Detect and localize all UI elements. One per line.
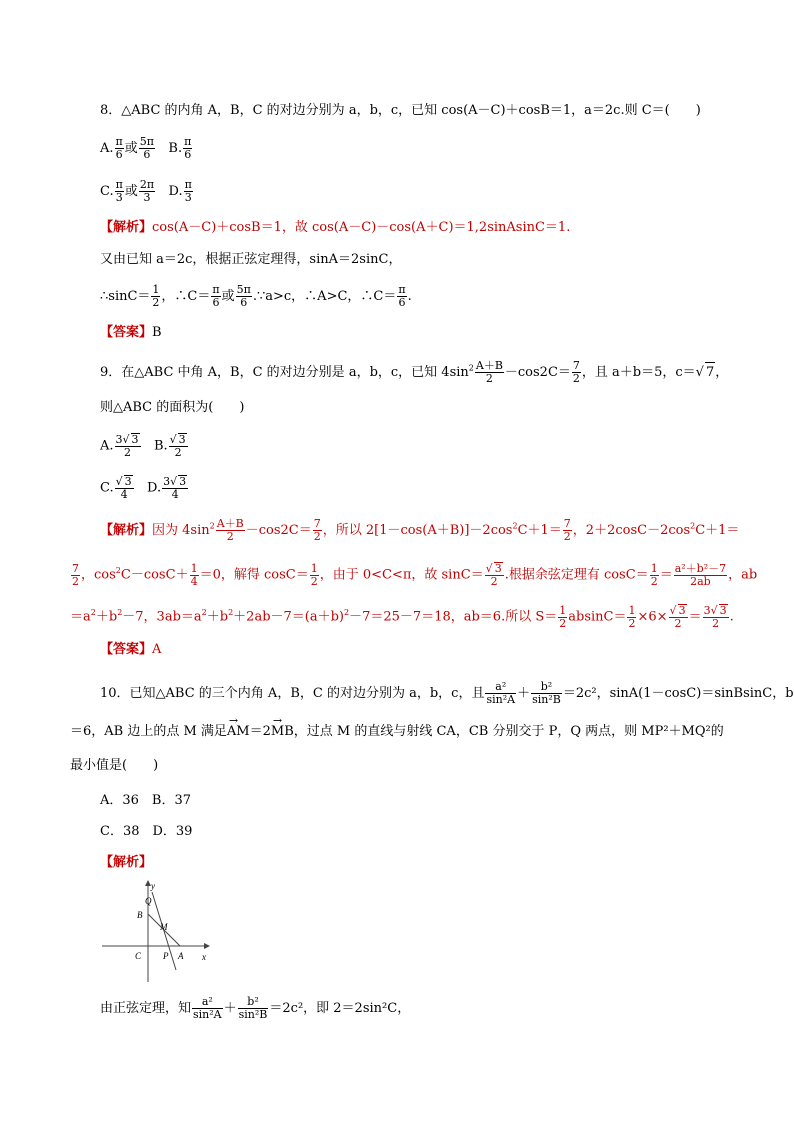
q9-solution-line-2: $\frac{7}{2}$ ，$\cos^2C-\cos C+$ $\frac{1}{4}$ ＝0，解得 cosC＝ $\frac{1}{2}$ ，由于 0<C<π，故 sinC＝ $\frac{√ 3}{2}$ .根据余弦定理有 cosC＝ $\frac{1}{2}$ ＝ $\frac{\text{a²＋b²－7}}{2ab}$ ，ab [72, 561, 758, 588]
q8-fraction: $\frac{5\pi}{6}$ [236, 283, 251, 309]
q10-solution-line-1: 由正弦定理，知 $\frac{\text{a²}}{\text{sin²A}}$ ＋ $\frac{\text{b²}}{\text{sin²B}}$ ＝2c²，即 2＝2sin²C， [100, 995, 411, 1021]
q9-fraction: $\frac{3√ 3}{4}$ [163, 475, 187, 501]
q10-options-row-1: A．36 B．37 [100, 793, 192, 808]
q9-answer [100, 640, 161, 660]
q10-stem-line-1: 10．已知△ABC 的三个内角 A，B，C 的对边分别为 a，b，c，且 $\frac{\text{a²}}{\text{sin²A}}$ ＋ $\frac{\text{b²}}{\text{sin²B}}$ ＝2c²，sinA(1－cosC)＝sinBsinC，b [100, 680, 794, 706]
q9-fraction: $\frac{7}{2}$ [572, 359, 580, 385]
q10-fraction: $\frac{\text{b²}}{\text{sin²B}}$ [532, 680, 561, 706]
label-b: B [137, 910, 143, 920]
q10-fraction: $\frac{\text{b²}}{\text{sin²B}}$ [238, 995, 268, 1021]
q8-fraction: $\frac{\pi}{6}$ [184, 135, 192, 161]
q9-option-row-1: A. $\frac{3√ 3}{2}$ B. $\frac{√ 3}{2}$ [100, 433, 186, 459]
q9-fraction: $\frac{√ 3}{2}$ [169, 433, 186, 459]
q9-fraction: $\frac{1}{2}$ [310, 561, 318, 588]
sqrt: 7 [705, 362, 715, 383]
q10-fraction: $\frac{\text{a²}}{\text{sin²A}}$ [486, 680, 516, 706]
label-p: P [163, 951, 169, 961]
q9-fraction: $\frac{A+B}{2}$ [216, 517, 244, 543]
q8-fraction: $\frac{\pi}{6}$ [398, 283, 406, 309]
q10-stem-line-2: ＝6，AB 边上的点 M 满足→ AM＝2→ MB，过点 M 的直线与射线 CA，CB 分别交于 P，Q 两点，则 MP²＋MQ²的 [70, 722, 724, 742]
q9-fraction: $\frac{3√ 3}{2}$ [703, 604, 727, 630]
q9-solution-line-3: $=a^2+b^2-7$，$3ab=a^2+b^2+2ab-7=(a+b)^2-7=25-7=18$，ab＝6.所以 S＝ $\frac{1}{2}$ absinC＝ $\frac{1}{2}$ ×6× $\frac{√ 3}{2}$ ＝ $\frac{3√ 3}{2}$ . [70, 603, 734, 630]
q9-fraction: $\frac{A+B}{2}$ [475, 359, 503, 385]
q9-fraction: $\frac{1}{2}$ [559, 603, 567, 630]
q8-stem [100, 101, 701, 121]
q8-fraction: $\frac{1}{2}$ [152, 283, 160, 309]
q8-stem-text: 8．△ABC 的内角 A，B，C 的对边分别为 a，b，c，已知 cos(A－C)＋cosB＝1，a＝2c.则 C＝( ) [100, 103, 701, 118]
q10-solution-tag-line [100, 853, 152, 873]
q8-answer-tag: 【答案】 [100, 325, 153, 340]
q8-solution-line-2: 又由已知 a＝2c，根据正弦定理得，sinA＝2sinC， [100, 252, 402, 267]
q9-fraction: $\frac{7}{2}$ [72, 561, 79, 588]
q9-fraction: $\frac{√ 3}{2}$ [669, 604, 686, 630]
q8-solution-line-3: ∴sinC＝ $\frac{1}{2}$ ，∴C＝ $\frac{\pi}{6}$ 或 $\frac{5\pi}{6}$ .∵a>c，∴A>C，∴C＝ $\frac{\pi}{6}$ . [100, 283, 412, 309]
q8-fraction: $\frac{\pi}{6}$ [115, 135, 123, 161]
q9-fraction: $\frac{\text{a²＋b²－7}}{2ab}$ [674, 561, 727, 588]
q9-fraction: $\frac{√ 3}{2}$ [485, 562, 502, 588]
q9-fraction: $\frac{7}{2}$ [563, 517, 571, 543]
x-axis-arrow [204, 943, 210, 949]
q9-solution-tag: 【解析】 [100, 523, 153, 538]
q8-fraction: $\frac{\pi}{3}$ [115, 178, 123, 204]
q10-stem-line-3: 最小值是( ) [70, 758, 159, 773]
q9-fraction: $\frac{1}{4}$ [190, 561, 198, 588]
q9-fraction: $\frac{1}{2}$ [650, 561, 658, 588]
q9-stem-line-1: 9．在△ABC 中角 A，B，C 的对边分别是 a，b，c，已知 $4\sin^2$ $\frac{A+B}{2}$ －cos2C＝ $\frac{7}{2}$ ，且 a＋b＝5，c＝√ 7， [100, 359, 729, 385]
q8-solution-line-1: 【解析】cos(A－C)＋cosB＝1，故 cos(A－C)－cos(A＋C)＝1,2sinAsinC＝1. [100, 220, 571, 235]
q9-answer-tag: 【答案】 [100, 642, 153, 657]
q8-fraction: $\frac{\pi}{6}$ [212, 283, 220, 309]
q8-answer-value: B [152, 325, 162, 340]
q8-option-b-label: B. [168, 141, 183, 156]
q8-option-row-2: C. $\frac{\pi}{3}$ 或 $\frac{2\pi}{3}$ D. $\frac{\pi}{3}$ [100, 178, 192, 204]
q8-fraction: $\frac{\pi}{3}$ [184, 178, 192, 204]
label-q: Q [145, 896, 152, 906]
coordinate-graph [100, 878, 212, 984]
q9-solution-line-1: 【解析】因为 $4\sin^2$ $\frac{A+B}{2}$ －cos2C＝ $\frac{7}{2}$ ，所以 $2[1-\cos(A+B)]-2\cos^2C+1=$ $\frac{7}{2}$ ，$2+2\cos C-2\cos^2C+1=$ [100, 517, 740, 543]
label-c: C [135, 951, 142, 961]
q9-fraction: $\frac{3√ 3}{2}$ [115, 433, 139, 459]
label-a: A [178, 951, 184, 961]
q8-answer [100, 323, 162, 343]
label-y: y [151, 881, 155, 891]
q8-solution-tag: 【解析】 [100, 220, 153, 235]
q10-solution-tag: 【解析】 [100, 855, 153, 870]
q8-fraction: $\frac{2\pi}{3}$ [139, 178, 155, 204]
q8-option-d-label: D. [168, 184, 183, 199]
q8-option-c-label: C. [100, 184, 114, 199]
label-m: M [160, 922, 168, 932]
q9-fraction: $\frac{1}{2}$ [628, 603, 636, 630]
q9-answer-value: A [152, 642, 162, 657]
vector-mb: → MB [271, 722, 294, 742]
q8-option-a-label: A. [100, 141, 114, 156]
q9-stem-line-2: 则△ABC 的面积为( ) [100, 400, 245, 415]
q10-options-row-2: C．38 D．39 [100, 824, 193, 839]
q8-option-row-1: A. $\frac{\pi}{6}$ 或 $\frac{5\pi}{6}$ B. $\frac{\pi}{6}$ [100, 135, 192, 161]
q9-fraction: $\frac{7}{2}$ [313, 517, 321, 543]
q9-option-row-2: C. $\frac{√ 3}{4}$ D. $\frac{3√ 3}{4}$ [100, 475, 187, 501]
q10-fraction: $\frac{\text{a²}}{\text{sin²A}}$ [193, 995, 222, 1021]
vector-am: → AM [227, 722, 250, 742]
q8-fraction: $\frac{5\pi}{6}$ [139, 135, 155, 161]
label-x: x [202, 952, 206, 962]
q9-fraction: $\frac{√ 3}{4}$ [115, 475, 132, 501]
